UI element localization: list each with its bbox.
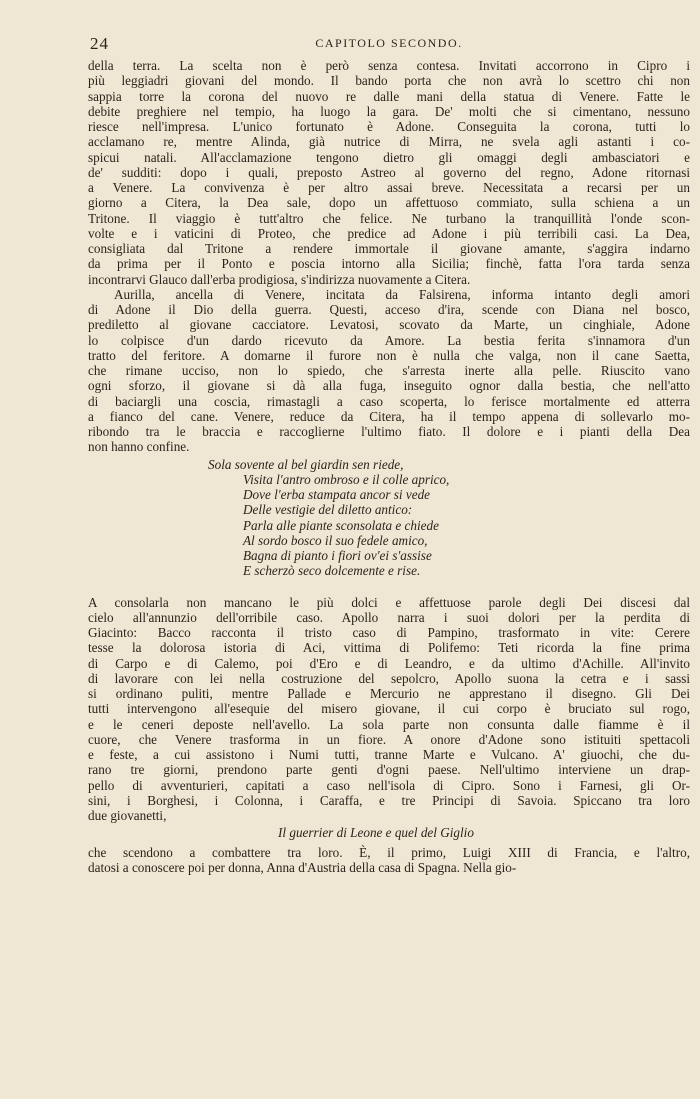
verse-line: Dove l'erba stampata ancor si vede (243, 487, 431, 502)
paragraph-4 (88, 845, 690, 876)
text-line: prediletto al giovane cacciatore. Levatosi, scovato da Marte, un cinghiale, Adone (88, 317, 690, 333)
page-header (90, 34, 688, 52)
text-line: della terra. La scelta non è però senza contesa. Invitati accorrono in Cipro i (88, 58, 690, 73)
verse-stanza (88, 457, 690, 579)
text-line: Aurilla, ancella di Venere, incitata da Falsirena, informa intanto degli amori (114, 286, 690, 302)
text-line: incontrarvi Glauco dall'erba prodigiosa, s'indirizza nuovamente a Citera. (88, 271, 471, 287)
text-line: cuore, che Venere trasforma in un fiore. A onore d'Adone sono istituiti spettacoli (88, 731, 690, 747)
verse-line: E scherzò seco dolcemente e rise. (243, 563, 421, 579)
page-number: 24 (90, 34, 109, 53)
text-line: si ordinano puliti, mentre Pallade e Mercurio ne apprestano il disegno. Gli Dei (88, 686, 690, 701)
verse-line: Parla alle piante sconsolata e chiede (243, 517, 439, 533)
text-line: ribondo tra le braccia e raccoglierne l'ultimo fiato. Il dolore e i pianti della Dea (88, 424, 690, 439)
paragraph-1 (88, 58, 690, 287)
text-line: e le ceneri deposte nell'avello. La sola parte non consunta dalle fiamme è il (88, 716, 690, 732)
text-line: giorno a Citera, la Dea sale, dopo un affettuoso commiato, sulla schiena a un (88, 195, 690, 211)
text-line: rano tre giorni, prendono parte genti d'ogni paese. Nell'ultimo interviene un drap- (88, 762, 690, 778)
quoted-verse: Il guerrier di Leone e quel del Giglio (278, 825, 474, 841)
text-line: ogni sforzo, il giovane si dà alla fuga, inseguito ognor dalla bestia, che nell'atto (88, 378, 690, 394)
text-line: a fianco del cane. Venere, reduce da Citera, ha il tempo appena di sollevarlo mo- (88, 408, 690, 424)
text-line: datosi a conoscere poi per donna, Anna d'Austria della casa di Spagna. Nella gio- (88, 859, 517, 875)
spacer (88, 585, 690, 595)
text-line: tratto del feritore. A domarne il furore non è nulla che valga, non il cane Saetta, (88, 347, 690, 363)
text-line: di Adone il Dio della guerra. Questi, acceso d'ira, scende con Diana nel bosco, (88, 302, 690, 317)
verse-line: Visita l'antro ombroso e il colle aprico, (243, 471, 450, 487)
text-line: più leggiadri giovani del mondo. Il bando porta che non avrà lo scettro chi non (88, 73, 690, 89)
text-line: de' sudditi: dopo i quali, preposto Astreo al governo del regno, Adone ritornasi (88, 164, 690, 180)
text-line: di lavorare con lei nella costruzione del sepolcro, Apollo suona la cetra e i sassi (88, 670, 690, 686)
text-line: Giacinto: Bacco racconta il tristo caso di Pampino, trasformato in vite: Cerere (88, 625, 690, 640)
verse-line: Al sordo bosco il suo fedele amico, (243, 532, 428, 548)
verse-line: Delle vestigie del diletto antico: (243, 502, 413, 518)
text-line: lo colpisce d'un dardo ricevuto da Amore. La bestia ferita s'innamora d'un (88, 332, 690, 348)
text-line: cielo all'annunzio dell'orribile caso. Apollo narra i suoi dolori per la perdita di (88, 609, 690, 625)
text-line: tesse la dolorosa istoria di Aci, vittima di Polifemo: Teti ricorda la fine prima (88, 640, 690, 656)
verse-line: Sola sovente al bel giardin sen riede, (208, 456, 404, 472)
text-line: pello di avventurieri, capitati a caso nell'isola di Cipro. Sono i Farnesi, gli Or- (88, 777, 690, 793)
text-line: volte e i vaticini di Proteo, che predice ad Adone i più terribili casi. La Dea, (88, 225, 690, 241)
text-line: sini, i Borghesi, i Colonna, i Caraffa, e tre Principi di Savoia. Spiccano tra loro (88, 792, 690, 808)
text-line: di baciargli una coscia, rimastagli a caso scoperta, lo ferisce mortalmente ed atterra (88, 393, 690, 409)
text-line: sappia torre la corona del nuovo re dalle mani della statua di Venere. Fatte le (88, 88, 690, 104)
paragraph-2 (88, 287, 690, 455)
body-text (88, 58, 690, 875)
verse-line: Bagna di pianto i fiori ov'ei s'assise (243, 548, 432, 563)
paragraph-3 (88, 595, 690, 824)
text-line: non hanno confine. (88, 439, 190, 455)
text-line: da prima per il Ponto e poscia intorno alla Sicilia; finchè, fatta l'ora tarda senza (88, 256, 690, 272)
text-line: debite preghiere nel tempio, ha luogo la gara. De' molti che si cimentano, nessuno (88, 103, 690, 119)
text-line: tutti intervengono all'esequie del misero giovane, il cui corpo è bruciato sul rogo, (88, 701, 690, 717)
text-line: due giovanetti, (88, 808, 167, 823)
text-line: di Carpo e di Calemo, poi d'Ero e di Leandro, e da ultimo d'Achille. All'invito (88, 655, 690, 671)
text-line: a Venere. La convivenza è per altro assai breve. Necessitata a recarsi per un (88, 180, 690, 195)
running-head: CAPITOLO SECONDO. (315, 36, 463, 50)
text-line: che scendono a combattere tra loro. È, il primo, Luigi XIII di Francia, e l'altro, (88, 844, 690, 860)
text-line: acclamano re, mentre Alinda, già nutrice di Mirra, ne svela agli astanti i co- (88, 134, 690, 150)
text-line: A consolarla non mancano le più dolci e affettuose parole degli Dei discesi dal (88, 594, 690, 610)
text-line: consigliata dal Tritone a rendere immortale il giovane amante, s'aggira indarno (88, 241, 690, 256)
text-line: e feste, a cui assistono i Numi tutti, tranne Marte e Vulcano. A' giuochi, che du- (88, 747, 690, 762)
text-line: riesce nell'impresa. L'unico fortunato è Adone. Conseguita la corona, tutti lo (88, 119, 690, 134)
text-line: Tritone. Il viaggio è tutt'altro che felice. Ne turbano la tranquillità l'onde scon- (88, 210, 690, 226)
text-line: che rimane ucciso, non lo spiedo, che s'arresta inerte alla pelle. Riuscito vano (88, 363, 690, 378)
text-line: spicui natali. All'acclamazione tengono dietro gli omaggi degli ambasciatori e (88, 149, 690, 165)
